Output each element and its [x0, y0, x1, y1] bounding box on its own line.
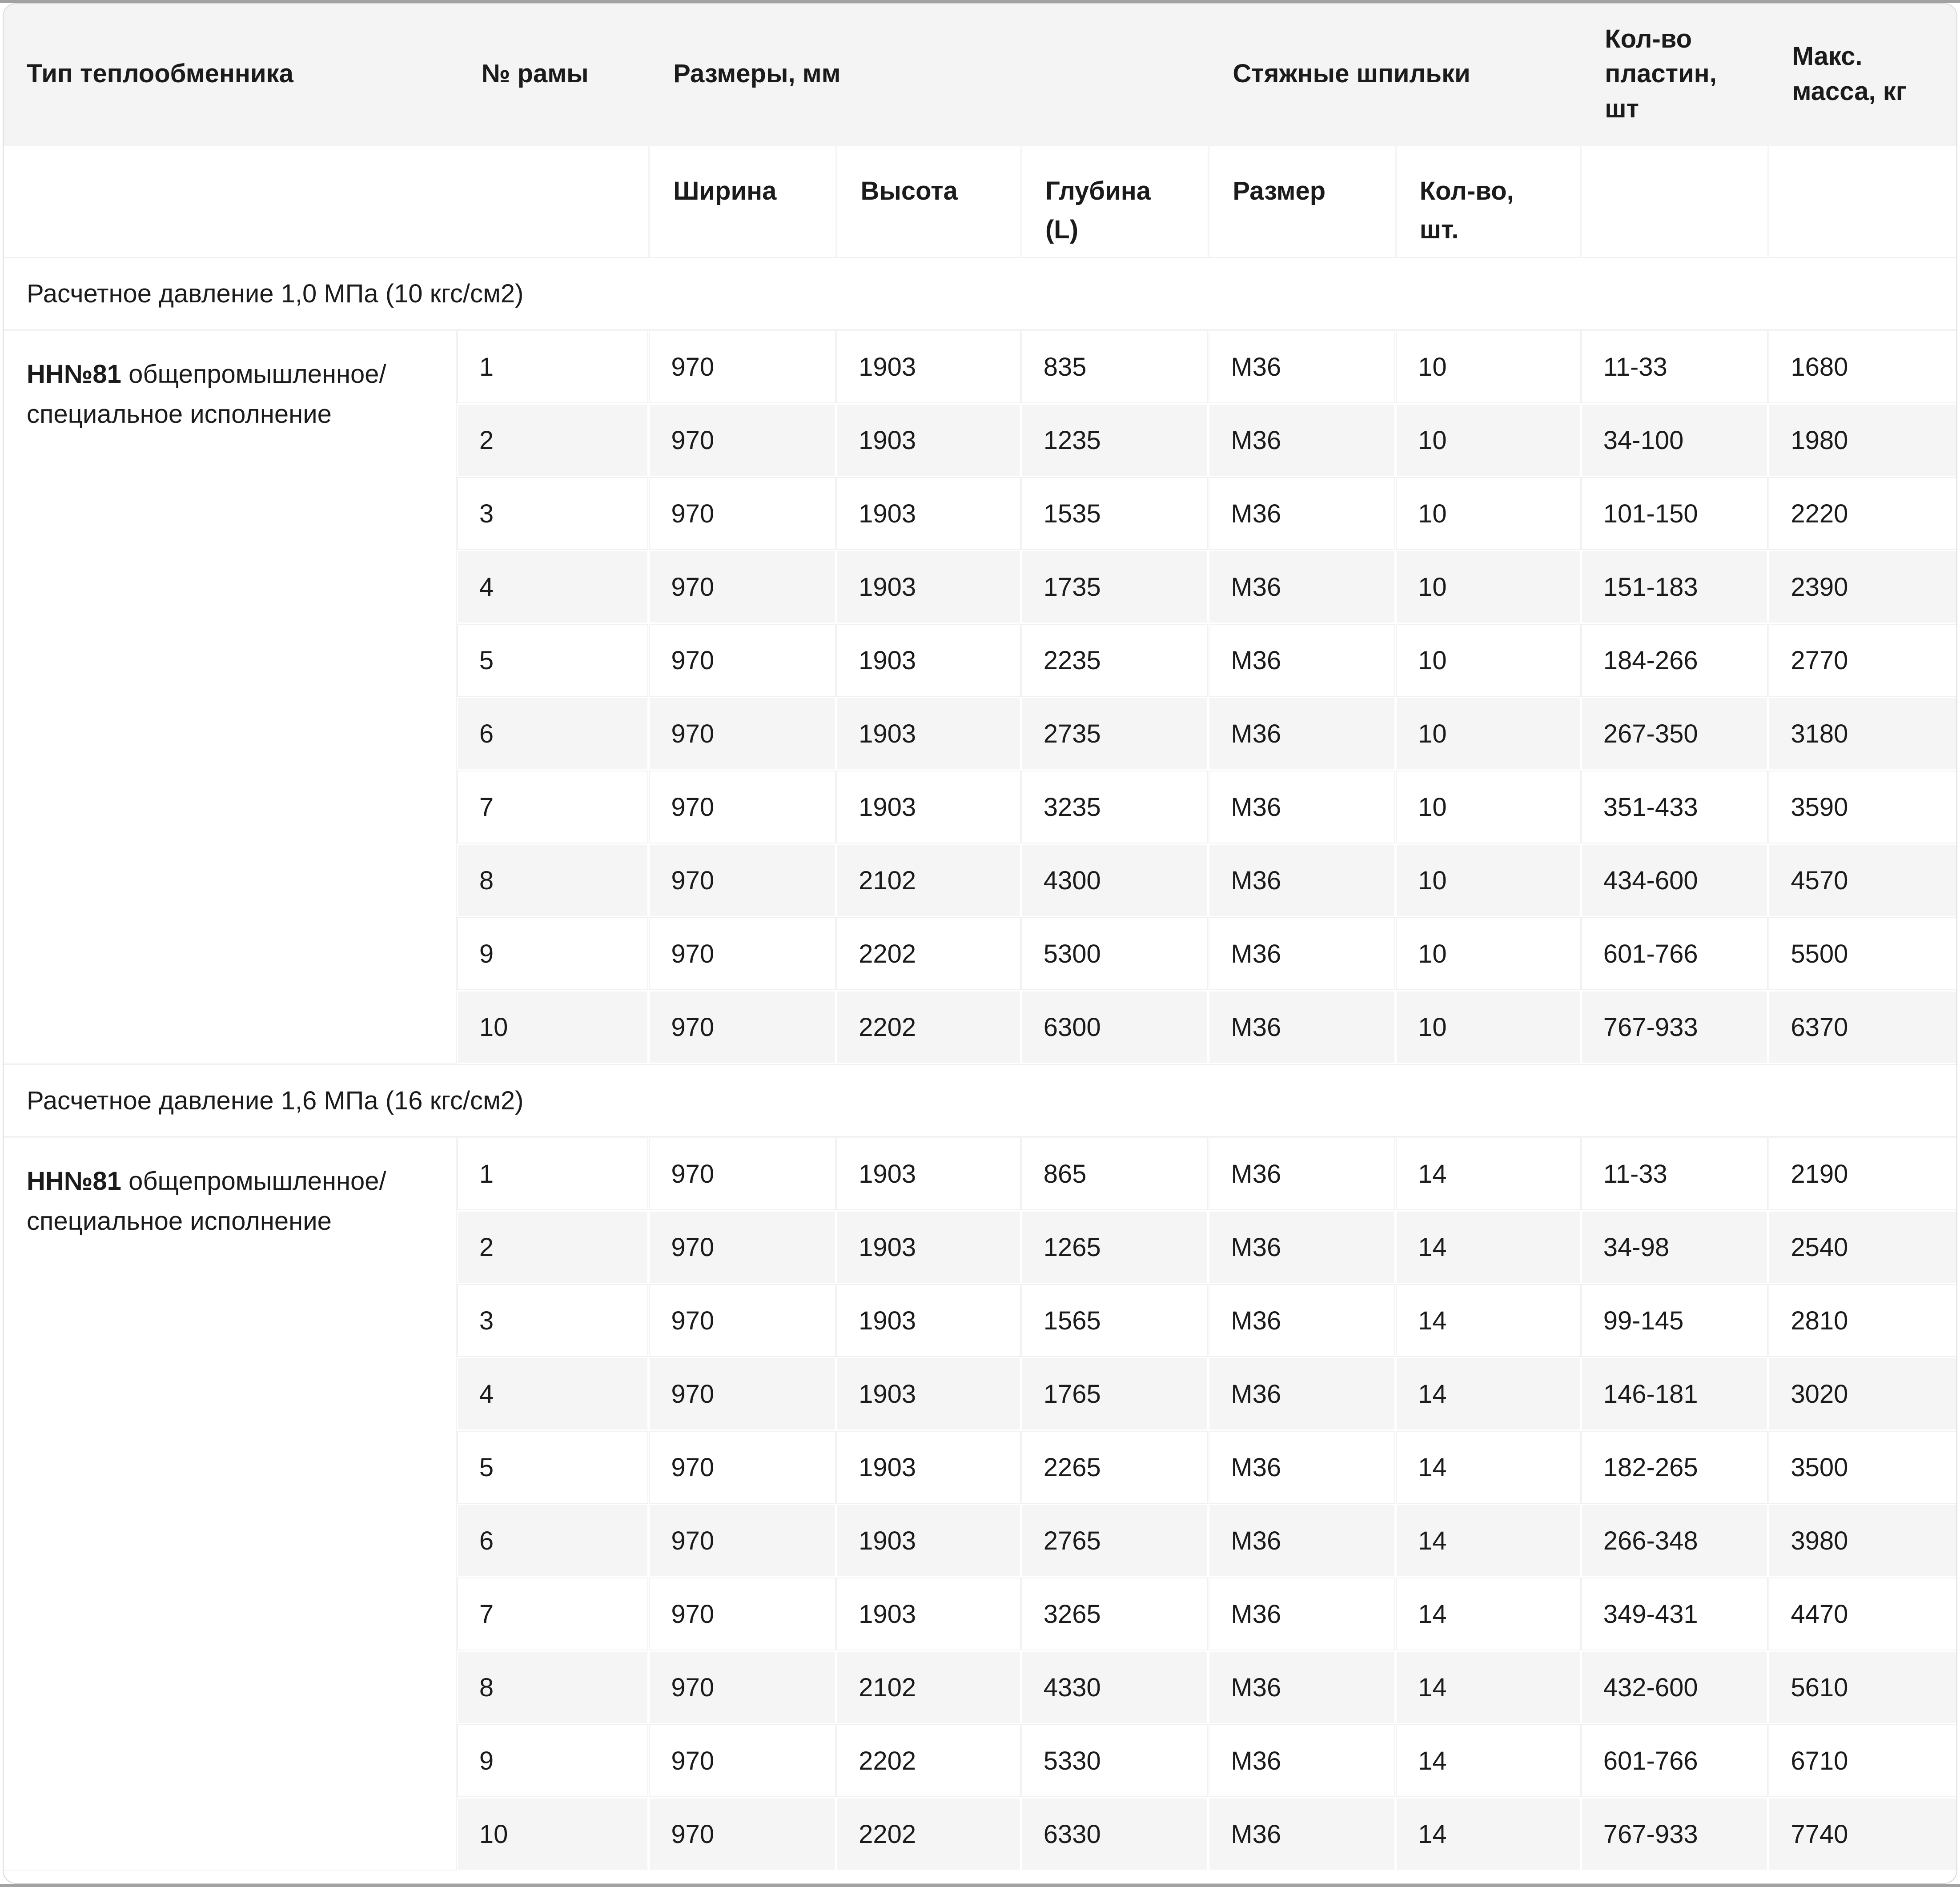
cell-depth: 4330 — [1022, 1652, 1208, 1723]
cell-height: 2202 — [837, 1799, 1020, 1870]
cell-frame-no: 8 — [458, 1652, 648, 1723]
cell-plates-range: 601-766 — [1582, 918, 1767, 989]
cell-width: 970 — [650, 1212, 835, 1283]
cell-height: 2102 — [837, 1652, 1020, 1723]
cell-stud-qty: 10 — [1397, 405, 1580, 476]
cell-plates-range: 349-431 — [1582, 1578, 1767, 1650]
cell-height: 1903 — [837, 698, 1020, 769]
cell-stud-size: М36 — [1209, 1799, 1394, 1870]
cell-frame-no: 3 — [458, 478, 648, 549]
bottom-edge-bar — [0, 1884, 1960, 1887]
cell-depth: 5330 — [1022, 1725, 1208, 1796]
cell-height: 1903 — [837, 1432, 1020, 1503]
cell-stud-size: М36 — [1209, 1725, 1394, 1796]
cell-width: 970 — [650, 405, 835, 476]
cell-stud-qty: 14 — [1397, 1285, 1580, 1356]
cell-stud-size: М36 — [1209, 845, 1394, 916]
cell-height: 1903 — [837, 1285, 1020, 1356]
cell-max-mass: 3590 — [1769, 771, 1956, 843]
cell-stud-qty: 10 — [1397, 698, 1580, 769]
cell-height: 2202 — [837, 918, 1020, 989]
cell-depth: 5300 — [1022, 918, 1208, 989]
table-header — [4, 4, 1956, 258]
cell-plates-range: 266-348 — [1582, 1505, 1767, 1576]
cell-max-mass: 2540 — [1769, 1212, 1956, 1283]
subheader-width: Ширина — [650, 146, 835, 258]
section-title: Расчетное давление 1,6 МПа (16 кгс/см2) — [4, 1065, 1956, 1136]
cell-frame-no: 1 — [458, 1138, 648, 1209]
cell-stud-qty: 14 — [1397, 1505, 1580, 1576]
cell-plates-range: 432-600 — [1582, 1652, 1767, 1723]
header-cell-mass: Макс. масса, кг — [1769, 4, 1956, 144]
cell-plates-range: 767-933 — [1582, 1799, 1767, 1870]
cell-width: 970 — [650, 1725, 835, 1796]
cell-width: 970 — [650, 918, 835, 989]
cell-width: 970 — [650, 1799, 835, 1870]
cell-stud-qty: 14 — [1397, 1212, 1580, 1283]
cell-plates-range: 151-183 — [1582, 551, 1767, 622]
cell-height: 1903 — [837, 625, 1020, 696]
cell-frame-no: 5 — [458, 625, 648, 696]
header-cell-frame-no: № рамы — [458, 4, 648, 144]
subheader-spacer-plates — [1582, 146, 1767, 258]
cell-depth: 835 — [1022, 331, 1208, 402]
cell-stud-qty: 14 — [1397, 1432, 1580, 1503]
cell-stud-size: М36 — [1209, 771, 1394, 843]
cell-stud-qty: 10 — [1397, 845, 1580, 916]
cell-max-mass: 6370 — [1769, 992, 1956, 1063]
table-body — [4, 258, 1956, 1870]
cell-max-mass: 4470 — [1769, 1578, 1956, 1650]
cell-frame-no: 6 — [458, 698, 648, 769]
cell-width: 970 — [650, 1505, 835, 1576]
section-title: Расчетное давление 1,0 МПа (10 кгс/см2) — [4, 258, 1956, 329]
cell-plates-range: 434-600 — [1582, 845, 1767, 916]
cell-stud-size: М36 — [1209, 625, 1394, 696]
cell-stud-qty: 14 — [1397, 1358, 1580, 1429]
subheader-stud-qty: Кол-во, шт. — [1397, 146, 1580, 258]
subheader-depth: Глубина (L) — [1022, 146, 1208, 258]
subheader-spacer-mass — [1769, 146, 1956, 258]
cell-max-mass: 2190 — [1769, 1138, 1956, 1209]
cell-width: 970 — [650, 331, 835, 402]
exchanger-variant: общепромышленное/специальное исполнение — [27, 1167, 386, 1236]
cell-height: 2202 — [837, 992, 1020, 1063]
cell-height: 1903 — [837, 1358, 1020, 1429]
subheader-height: Высота — [837, 146, 1020, 258]
exchanger-model: НН№81 — [27, 360, 121, 389]
cell-stud-size: М36 — [1209, 1578, 1394, 1650]
cell-depth: 1235 — [1022, 405, 1208, 476]
cell-depth: 2235 — [1022, 625, 1208, 696]
cell-max-mass: 3980 — [1769, 1505, 1956, 1576]
cell-max-mass: 7740 — [1769, 1799, 1956, 1870]
cell-plates-range: 99-145 — [1582, 1285, 1767, 1356]
cell-plates-range: 267-350 — [1582, 698, 1767, 769]
cell-stud-size: М36 — [1209, 405, 1394, 476]
cell-max-mass: 1680 — [1769, 331, 1956, 402]
subheader-stud-size: Размер — [1209, 146, 1394, 258]
cell-stud-qty: 14 — [1397, 1138, 1580, 1209]
cell-frame-no: 8 — [458, 845, 648, 916]
cell-frame-no: 10 — [458, 992, 648, 1063]
cell-stud-size: М36 — [1209, 478, 1394, 549]
cell-frame-no: 2 — [458, 405, 648, 476]
cell-frame-no: 9 — [458, 1725, 648, 1796]
cell-frame-no: 2 — [458, 1212, 648, 1283]
cell-height: 1903 — [837, 1138, 1020, 1209]
cell-depth: 1535 — [1022, 478, 1208, 549]
cell-plates-range: 767-933 — [1582, 992, 1767, 1063]
cell-height: 1903 — [837, 331, 1020, 402]
cell-width: 970 — [650, 625, 835, 696]
cell-frame-no: 6 — [458, 1505, 648, 1576]
exchanger-model: НН№81 — [27, 1167, 121, 1196]
cell-stud-size: М36 — [1209, 698, 1394, 769]
cell-height: 1903 — [837, 405, 1020, 476]
cell-plates-range: 351-433 — [1582, 771, 1767, 843]
cell-width: 970 — [650, 1138, 835, 1209]
cell-stud-size: М36 — [1209, 551, 1394, 622]
cell-stud-size: М36 — [1209, 918, 1394, 989]
cell-max-mass: 3020 — [1769, 1358, 1956, 1429]
cell-stud-size: М36 — [1209, 1212, 1394, 1283]
cell-height: 1903 — [837, 1578, 1020, 1650]
cell-depth: 4300 — [1022, 845, 1208, 916]
cell-width: 970 — [650, 1285, 835, 1356]
cell-plates-range: 11-33 — [1582, 331, 1767, 402]
cell-max-mass: 2810 — [1769, 1285, 1956, 1356]
cell-depth: 1765 — [1022, 1358, 1208, 1429]
cell-depth: 2735 — [1022, 698, 1208, 769]
cell-height: 2102 — [837, 845, 1020, 916]
cell-frame-no: 7 — [458, 771, 648, 843]
cell-depth: 2765 — [1022, 1505, 1208, 1576]
cell-width: 970 — [650, 478, 835, 549]
cell-stud-qty: 10 — [1397, 992, 1580, 1063]
cell-depth: 1735 — [1022, 551, 1208, 622]
cell-depth: 3235 — [1022, 771, 1208, 843]
cell-width: 970 — [650, 551, 835, 622]
cell-max-mass: 2220 — [1769, 478, 1956, 549]
cell-stud-qty: 10 — [1397, 551, 1580, 622]
cell-stud-qty: 10 — [1397, 478, 1580, 549]
cell-width: 970 — [650, 1432, 835, 1503]
cell-depth: 1265 — [1022, 1212, 1208, 1283]
exchanger-type-cell — [4, 1138, 456, 1870]
cell-plates-range: 34-98 — [1582, 1212, 1767, 1283]
cell-frame-no: 7 — [458, 1578, 648, 1650]
cell-width: 970 — [650, 992, 835, 1063]
cell-stud-size: М36 — [1209, 1432, 1394, 1503]
cell-stud-size: М36 — [1209, 1285, 1394, 1356]
cell-depth: 6300 — [1022, 992, 1208, 1063]
header-cell-plates: Кол-во пластин, шт — [1582, 4, 1767, 144]
header-cell-studs: Стяжные шпильки — [1209, 4, 1580, 144]
cell-stud-size: М36 — [1209, 1652, 1394, 1723]
cell-stud-size: М36 — [1209, 1505, 1394, 1576]
cell-frame-no: 4 — [458, 1358, 648, 1429]
cell-max-mass: 5610 — [1769, 1652, 1956, 1723]
cell-width: 970 — [650, 1578, 835, 1650]
cell-stud-qty: 14 — [1397, 1725, 1580, 1796]
cell-frame-no: 4 — [458, 551, 648, 622]
cell-height: 2202 — [837, 1725, 1020, 1796]
header-cell-type: Тип теплообменника — [4, 4, 457, 144]
cell-stud-qty: 10 — [1397, 918, 1580, 989]
cell-stud-qty: 14 — [1397, 1799, 1580, 1870]
cell-height: 1903 — [837, 478, 1020, 549]
cell-height: 1903 — [837, 551, 1020, 622]
cell-width: 970 — [650, 698, 835, 769]
cell-width: 970 — [650, 1652, 835, 1723]
cell-depth: 1565 — [1022, 1285, 1208, 1356]
cell-frame-no: 9 — [458, 918, 648, 989]
cell-plates-range: 601-766 — [1582, 1725, 1767, 1796]
cell-max-mass: 3180 — [1769, 698, 1956, 769]
cell-depth: 3265 — [1022, 1578, 1208, 1650]
cell-frame-no: 3 — [458, 1285, 648, 1356]
cell-stud-size: М36 — [1209, 331, 1394, 402]
cell-plates-range: 182-265 — [1582, 1432, 1767, 1503]
exchanger-variant: общепромышленное/специальное исполнение — [27, 360, 386, 429]
cell-plates-range: 146-181 — [1582, 1358, 1767, 1429]
cell-depth: 865 — [1022, 1138, 1208, 1209]
cell-stud-qty: 10 — [1397, 625, 1580, 696]
top-edge-bar — [0, 0, 1960, 3]
cell-height: 1903 — [837, 1505, 1020, 1576]
spec-table-card — [3, 3, 1957, 1884]
cell-frame-no: 1 — [458, 331, 648, 402]
cell-frame-no: 5 — [458, 1432, 648, 1503]
cell-max-mass: 2770 — [1769, 625, 1956, 696]
cell-height: 1903 — [837, 1212, 1020, 1283]
cell-width: 970 — [650, 845, 835, 916]
cell-depth: 6330 — [1022, 1799, 1208, 1870]
cell-stud-size: М36 — [1209, 1358, 1394, 1429]
header-cell-dimensions: Размеры, мм — [650, 4, 1208, 144]
cell-stud-qty: 10 — [1397, 771, 1580, 843]
cell-width: 970 — [650, 1358, 835, 1429]
cell-max-mass: 3500 — [1769, 1432, 1956, 1503]
cell-stud-size: М36 — [1209, 1138, 1394, 1209]
cell-plates-range: 34-100 — [1582, 405, 1767, 476]
exchanger-type-cell — [4, 331, 456, 1063]
cell-stud-size: М36 — [1209, 992, 1394, 1063]
cell-height: 1903 — [837, 771, 1020, 843]
cell-plates-range: 11-33 — [1582, 1138, 1767, 1209]
cell-max-mass: 4570 — [1769, 845, 1956, 916]
cell-width: 970 — [650, 771, 835, 843]
cell-stud-qty: 10 — [1397, 331, 1580, 402]
cell-stud-qty: 14 — [1397, 1652, 1580, 1723]
cell-max-mass: 2390 — [1769, 551, 1956, 622]
cell-depth: 2265 — [1022, 1432, 1208, 1503]
cell-plates-range: 184-266 — [1582, 625, 1767, 696]
cell-plates-range: 101-150 — [1582, 478, 1767, 549]
cell-max-mass: 5500 — [1769, 918, 1956, 989]
cell-max-mass: 1980 — [1769, 405, 1956, 476]
subheader-spacer-left — [4, 146, 648, 258]
cell-frame-no: 10 — [458, 1799, 648, 1870]
cell-stud-qty: 14 — [1397, 1578, 1580, 1650]
cell-max-mass: 6710 — [1769, 1725, 1956, 1796]
